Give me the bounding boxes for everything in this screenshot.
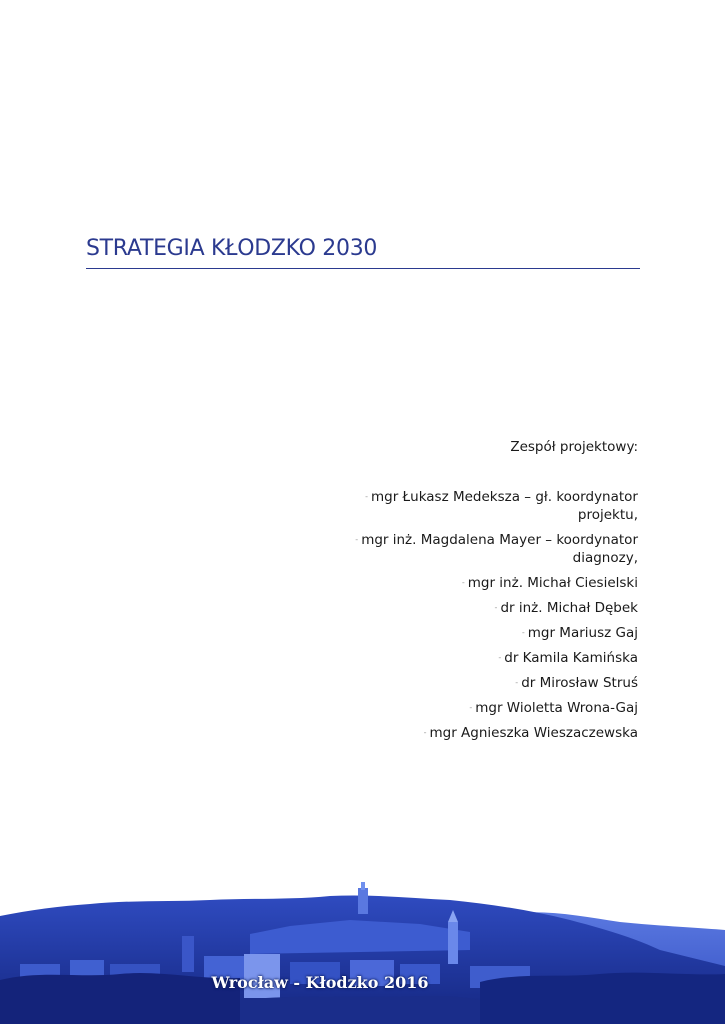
team-member-text: dr Kamila Kamińska (504, 650, 638, 666)
title-underline (86, 268, 640, 269)
team-list (308, 488, 638, 749)
document-title: STRATEGIA KŁODZKO 2030 (86, 236, 378, 261)
bullet-marker: - (461, 578, 465, 587)
team-member-text: dr Mirosław Struś (521, 675, 638, 691)
church-tower (448, 922, 458, 964)
team-member (308, 624, 638, 642)
bullet-marker: - (498, 653, 502, 662)
team-member-text-cont: diagnozy, (572, 550, 638, 566)
team-member (308, 674, 638, 692)
bullet-marker: - (469, 703, 473, 712)
team-member-text: mgr inż. Magdalena Mayer – koordynator (361, 532, 638, 548)
team-heading: Zespół projektowy: (510, 439, 638, 455)
footer-text: Wrocław - Kłodzko 2016 (211, 973, 429, 992)
team-member (308, 488, 638, 524)
bullet-marker: - (365, 492, 368, 501)
team-member (308, 724, 638, 742)
bullet-marker: - (515, 678, 519, 687)
footer-place-date (0, 973, 725, 992)
team-member-text: mgr Agnieszka Wieszaczewska (429, 725, 638, 741)
town-tower (182, 936, 194, 972)
team-member-text: dr inż. Michał Dębek (500, 600, 638, 616)
team-member (308, 599, 638, 617)
fortress-tower-top (361, 882, 365, 890)
city-panorama-image (0, 870, 725, 1024)
bullet-marker: - (423, 728, 427, 737)
team-member-text: mgr inż. Michał Ciesielski (467, 575, 638, 591)
bullet-marker: - (494, 603, 498, 612)
team-member-text-cont: projektu, (577, 507, 638, 523)
team-member-text: mgr Mariusz Gaj (527, 625, 638, 641)
bullet-marker: - (521, 628, 525, 637)
team-member (308, 649, 638, 667)
team-member (308, 574, 638, 592)
team-member (308, 699, 638, 717)
team-member-text: mgr Łukasz Medeksza – gł. koordynator (371, 489, 638, 505)
bullet-marker: - (355, 535, 359, 544)
team-member-text: mgr Wioletta Wrona-Gaj (475, 700, 638, 716)
team-member (308, 531, 638, 567)
fortress-tower (358, 888, 368, 914)
